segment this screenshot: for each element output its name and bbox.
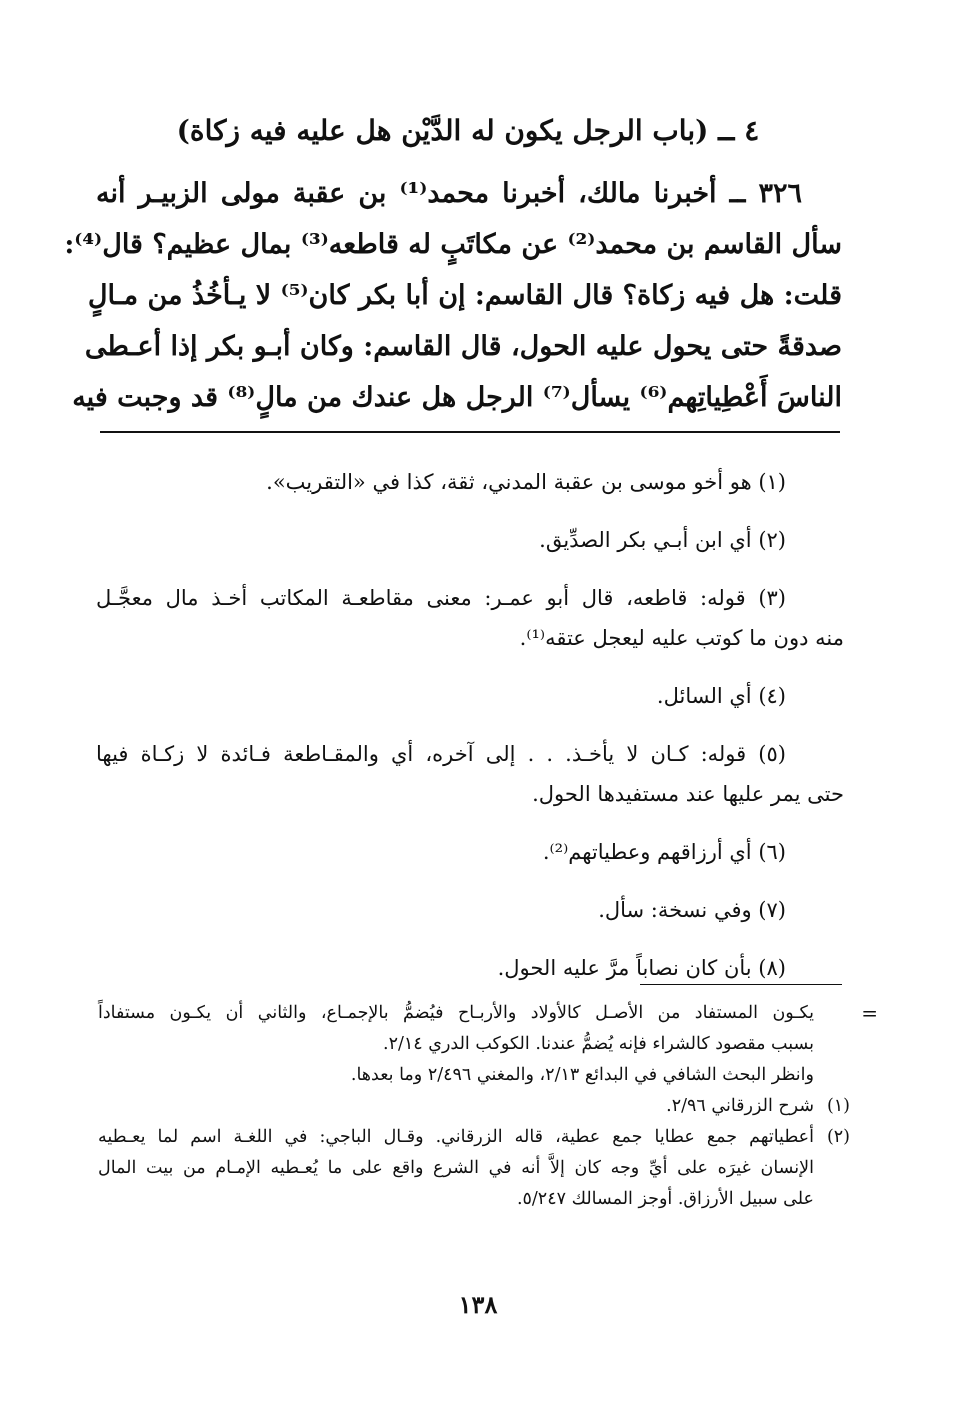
commentary-notes <box>96 462 844 1006</box>
main-divider <box>100 431 840 433</box>
note-5-line-1: (٥) قوله: كـان لا يأخـذ. . . إلى آخره، أي والمقـاطعة فـائدة لا زكـاة فيها <box>96 742 786 766</box>
main-text <box>64 168 842 423</box>
note-7: (٧) وفي نسخة: سأل. <box>598 898 786 922</box>
note-1: (١) هو أخو موسى بن عقبة المدني، ثقة، كذا في «التقريب». <box>266 470 786 494</box>
editor-footnotes <box>98 998 878 1215</box>
note-2: (٢) أي ابن أبـي بكر الصدِّيق. <box>539 528 786 552</box>
footnote-continued-line: يكـون المستفاد من الأصـل كالأولاد والأربـاح فيُضمُّ بالإجمـاع، والثاني أن يكـون مستفاداً <box>98 1003 814 1023</box>
footnote-number: (١) <box>826 1096 850 1116</box>
page-number: ١٣٨ <box>458 1290 498 1319</box>
footnote-text: الإنسان غيرَه على أيِّ وجه كان إلاَّ أنه في الشرع واقع على ما يُعـطيه الإمـام من بيت المال <box>98 1158 814 1178</box>
note-5-line-2: حتى يمر عليها عند مستفيدها الحول. <box>532 782 844 806</box>
footnote-text: شرح الزرقاني ٢/٩٦. <box>666 1096 814 1116</box>
footnote-item-1 <box>98 1091 850 1122</box>
note-3-line-2: منه دون ما كوتب عليه ليعجل عتقه⁽¹⁾. <box>519 626 844 650</box>
main-line: ٣٢٦ ــ أخبرنا مالك، أخبرنا محمد⁽¹⁾ بن عقبة مولى الزبيـر أنه <box>96 178 802 209</box>
note-3-line-1: (٣) قوله: قاطعه، قال أبو عمـر: معنى مقاطعـة المكاتب أخـذ مال معجَّـل <box>96 586 786 610</box>
main-line: سأل القاسم بن محمد⁽²⁾ عن مكاتَبٍ له قاطعه⁽³⁾ بمال عظيم؟ قال⁽⁴⁾: <box>64 229 842 260</box>
footnote-number: (٢) <box>826 1127 850 1147</box>
note-5 <box>96 734 844 814</box>
footnote-divider <box>640 984 842 985</box>
note-6: (٦) أي أرزاقهم وعطياتهم⁽²⁾. <box>542 840 786 864</box>
main-line: الناسَ أَعْطِياتِهم⁽⁶⁾ يسأل⁽⁷⁾ الرجل هل عندك من مالٍ⁽⁸⁾ قد وجبت فيه <box>72 382 842 413</box>
note-3 <box>96 578 844 658</box>
footnote-continued-line: بسبب مقصود كالشراء فإنه يُضمُّ عندنا. الكوكب الدري ٢/١٤. <box>383 1034 814 1054</box>
footnote-text: على سبيل الأرزاق. أوجز المسالك ٥/٢٤٧. <box>516 1189 814 1209</box>
continuation-mark: = <box>861 1001 878 1025</box>
chapter-heading: ٤ ــ (باب الرجل يكون له الدَّيْن هل عليه فيه زكاة) <box>176 114 760 147</box>
note-8: (٨) بأن كان نصاباً مرَّ عليه الحول. <box>497 956 786 980</box>
footnote-item-2 <box>98 1122 850 1215</box>
footnote-text: أعطياتهم جمع عطايا جمع عطية، قاله الزرقاني. وقـال الباجي: في اللغـة اسم لما يعـطيه <box>98 1127 814 1147</box>
main-line: صدقةً حتى يحول عليه الحول، قال القاسم: وكان أبـو بكر إذا أعـطى <box>84 331 842 362</box>
footnote-reference-line: وانظر البحث الشافي في البدائع ٢/١٣، والمغني ٢/٤٩٦ وما بعدها. <box>350 1065 814 1085</box>
main-line: قلت: هل فيه زكاة؟ قال القاسم: إن أبا بكر كان⁽⁵⁾ لا يـأخُذُ من مـالٍ <box>87 280 842 311</box>
note-4: (٤) أي السائل. <box>656 684 786 708</box>
